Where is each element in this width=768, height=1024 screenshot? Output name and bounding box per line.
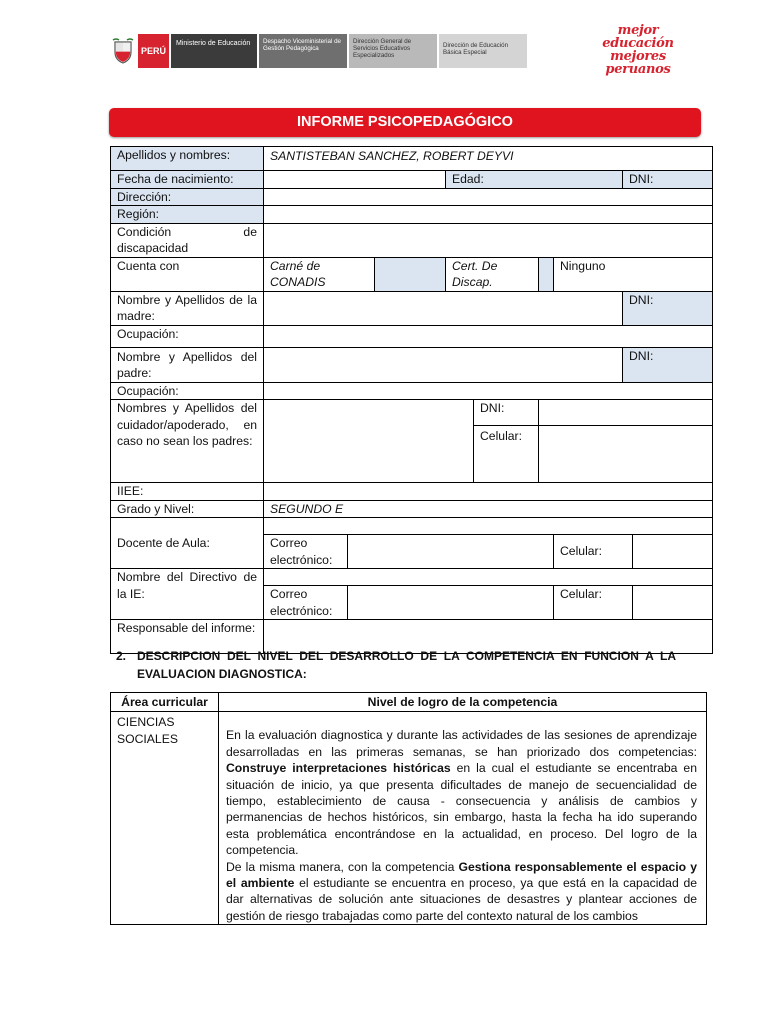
direccion-basica-label: Dirección de Educación Básica Especial bbox=[439, 34, 527, 68]
condicion-field[interactable] bbox=[264, 223, 713, 257]
madre-field[interactable] bbox=[264, 291, 623, 325]
student-info-form bbox=[110, 146, 712, 654]
docente-celular-field[interactable] bbox=[633, 535, 713, 569]
docente-celular-label: Celular: bbox=[554, 535, 633, 569]
padre-label: Nombre y Apellidos del padre: bbox=[111, 347, 264, 382]
header-logos bbox=[110, 34, 527, 68]
madre-ocupacion-label: Ocupación: bbox=[111, 325, 264, 347]
grado-field[interactable]: SEGUNDO E bbox=[264, 500, 713, 518]
padre-ocupacion-field[interactable] bbox=[264, 382, 713, 400]
region-field[interactable] bbox=[264, 206, 713, 224]
slogan-line: educación bbox=[602, 36, 674, 51]
directivo-correo-field[interactable] bbox=[348, 586, 554, 620]
paragraph-2 bbox=[226, 859, 697, 924]
padre-field[interactable] bbox=[264, 347, 623, 382]
competency-name: Gestiona responsablemente el espacio y el ambiente bbox=[226, 859, 697, 891]
competency-table bbox=[110, 692, 706, 925]
responsable-label: Responsable del informe: bbox=[111, 620, 264, 654]
edad-label: Edad: bbox=[446, 171, 623, 189]
docente-correo-label: Correo electrónico: bbox=[264, 535, 348, 569]
section-2-heading bbox=[116, 647, 676, 683]
slogan-line: peruanos bbox=[605, 62, 671, 77]
cuidador-celular-field[interactable] bbox=[539, 426, 713, 483]
coat-of-arms-icon bbox=[110, 34, 136, 68]
directivo-celular-label: Celular: bbox=[554, 586, 633, 620]
cuidador-label: Nombres y Apellidos del cuidador/apoderado, en caso no sean los padres: bbox=[111, 400, 264, 483]
grado-label: Grado y Nivel: bbox=[111, 500, 264, 518]
cuidador-field[interactable] bbox=[264, 400, 474, 483]
iiee-field[interactable] bbox=[264, 483, 713, 501]
paragraph-1 bbox=[226, 727, 697, 858]
madre-ocupacion-field[interactable] bbox=[264, 325, 713, 347]
slogan-logo bbox=[598, 24, 678, 76]
peru-badge: PERÚ bbox=[138, 34, 169, 68]
direccion-general-label: Dirección General de Servicios Educativos Especializados bbox=[349, 34, 437, 68]
text-run: En la evaluación diagnostica y durante las actividades de las sesiones de aprendizaje desarrolladas en las primeras semanas, se han priorizado dos competencias: bbox=[226, 728, 697, 759]
carne-checkbox[interactable] bbox=[375, 257, 446, 291]
fecha-field[interactable] bbox=[264, 171, 446, 189]
area-cell: CIENCIAS SOCIALES bbox=[111, 712, 219, 925]
nivel-cell bbox=[219, 712, 707, 925]
cuenta-label: Cuenta con bbox=[111, 257, 264, 291]
report-title: INFORME PSICOPEDAGÓGICO bbox=[109, 108, 701, 137]
direccion-label: Dirección: bbox=[111, 188, 264, 206]
competency-name: Construye interpretaciones históricas bbox=[226, 761, 451, 776]
directivo-celular-field[interactable] bbox=[633, 586, 713, 620]
section-title: DESCRIPCION DEL NIVEL DEL DESARROLLO DE LA COMPETENCIA EN FUNCION A LA EVALUACION DIAGNOSTICA: bbox=[137, 649, 676, 681]
iiee-label: IIEE: bbox=[111, 483, 264, 501]
cuidador-dni-field[interactable] bbox=[539, 400, 713, 426]
cert-checkbox[interactable] bbox=[539, 257, 554, 291]
padre-ocupacion-label: Ocupación: bbox=[111, 382, 264, 400]
despacho-label: Despacho Viceministerial de Gestión Pedagógica bbox=[259, 34, 347, 68]
col-area-header: Área curricular bbox=[111, 693, 219, 712]
nivel-description bbox=[220, 713, 705, 923]
text-run: De la misma manera, con la competencia bbox=[226, 859, 459, 874]
slogan-line: mejor bbox=[617, 23, 659, 38]
apellidos-label: Apellidos y nombres: bbox=[111, 147, 264, 171]
padre-dni-label: DNI: bbox=[623, 347, 713, 382]
directivo-correo-label: Correo electrónico: bbox=[264, 586, 348, 620]
cuidador-celular-label: Celular: bbox=[474, 426, 539, 483]
text-run: en la cual el estudiante se encentraba en situación de inicio, ya que presenta dificultades de manejo de secuencialidad de tiempo, establecimiento de causa - consecuencia y análisis de cambios y permanencias de hechos históricos, sin embargo, hasta la fecha ha ido superando esta problemática encontrándose en la actualidad, en proceso. Del logro de la competencia. bbox=[226, 761, 697, 858]
cert-option: Cert. De Discap. bbox=[446, 257, 539, 291]
direccion-field[interactable] bbox=[264, 188, 713, 206]
directivo-name-field[interactable] bbox=[264, 569, 713, 586]
fecha-label: Fecha de nacimiento: bbox=[111, 171, 264, 189]
cuidador-dni-label: DNI: bbox=[474, 400, 539, 426]
docente-name-field[interactable] bbox=[264, 518, 713, 535]
col-nivel-header: Nivel de logro de la competencia bbox=[219, 693, 707, 712]
section-number: 2. bbox=[116, 649, 127, 663]
directivo-label: Nombre del Directivo de la IE: bbox=[111, 569, 264, 620]
region-label: Región: bbox=[111, 206, 264, 224]
ninguno-option: Ninguno bbox=[554, 257, 713, 291]
apellidos-field[interactable]: SANTISTEBAN SANCHEZ, ROBERT DEYVI bbox=[264, 147, 713, 171]
condicion-label: Condición de discapacidad bbox=[111, 223, 264, 257]
slogan-line: mejores bbox=[610, 49, 666, 64]
docente-correo-field[interactable] bbox=[348, 535, 554, 569]
dni-label: DNI: bbox=[623, 171, 713, 189]
ministerio-label: Ministerio de Educación bbox=[171, 34, 257, 68]
docente-label: Docente de Aula: bbox=[111, 518, 264, 569]
madre-dni-label: DNI: bbox=[623, 291, 713, 325]
text-run: el estudiante se encuentra en proceso, ya que está en la capacidad de dar alternativas de solución ante situaciones de desastres y plantear acciones de gestión de riesgo trabajadas como parte del contexto natural de los cambios bbox=[226, 876, 697, 923]
carne-option: Carné de CONADIS bbox=[264, 257, 375, 291]
madre-label: Nombre y Apellidos de la madre: bbox=[111, 291, 264, 325]
